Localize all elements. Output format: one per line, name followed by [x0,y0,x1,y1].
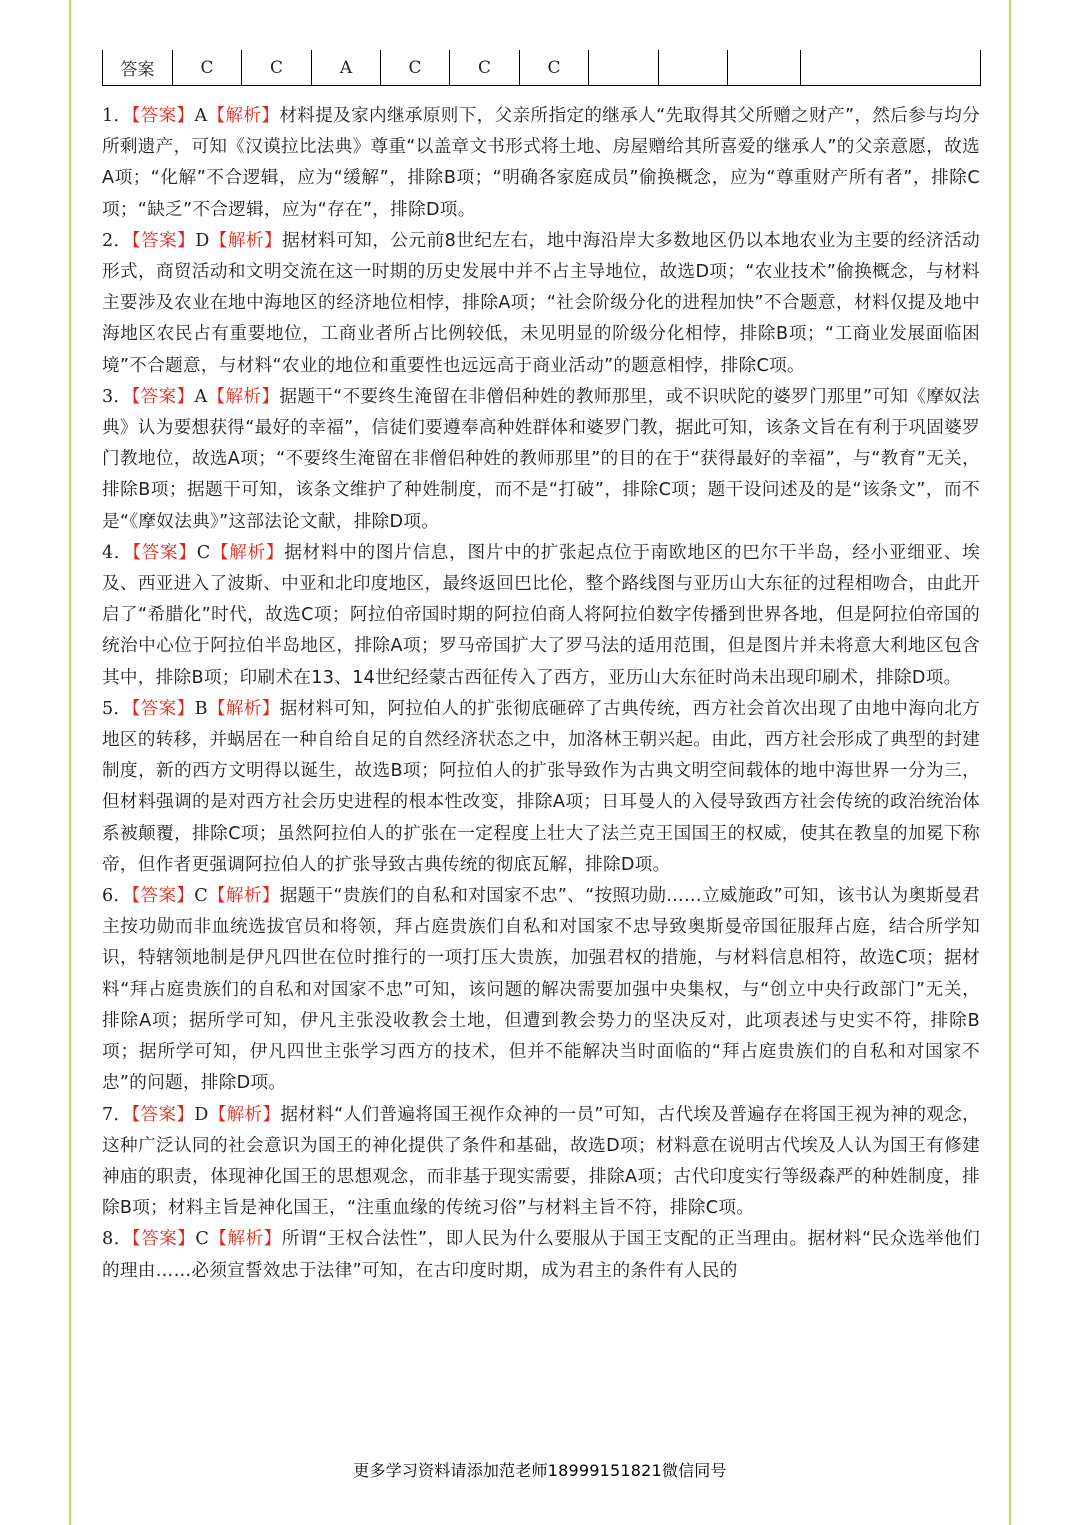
answer-letter: D [194,1104,209,1125]
answer-cell [801,50,981,86]
analysis-tag: 【解析】 [208,1104,281,1125]
footer-note: 更多学习资料请添加范老师18999151821微信同号 [353,1461,727,1480]
question-number: 2． [102,230,132,251]
explanation-paragraph [102,382,980,538]
analysis-text: 所谓“王权合法性”，即人民为什么要服从于国王支配的正当理由。据材料“民众选举他们的理由……必须宣誓效忠于法律”可知，在古印度时期，成为君主的条件有人民的 [102,1229,980,1281]
analysis-tag: 【解析】 [207,106,280,126]
question-number: 4． [102,542,133,563]
answer-row [103,50,981,86]
answer-tag: 【答案】 [131,886,195,907]
right-margin-rule [1009,0,1011,1525]
answer-letter: A [194,106,208,126]
explanation-paragraph [102,101,980,226]
explanation-paragraph [102,881,980,1099]
answer-letter: C [194,886,209,907]
analysis-text: 材料提及家内继承原则下，父亲所指定的继承人“先取得其父所赠之财产”，然后参与均分所剩遗产，可知《汉谟拉比法典》尊重“以盖章文书形式将土地、房屋赠给其所喜爱的继承人”的父亲意愿，故选A项；“化解”不合逻辑，应为“缓解”，排除B项；“明确各家庭成员”偷换概念，应为“尊重财产所有者”，排除C项；“缺乏”不合逻辑，应为“存在”，排除D项。 [102,106,981,220]
answer-cell [589,50,659,86]
answer-cell: A [312,50,381,86]
question-number: 3． [102,386,132,407]
analysis-text: 据材料可知，公元前8世纪左右，地中海沿岸大多数地区仍以本地农业为主要的经济活动形式，商贸活动和文明交流在这一时期的历史发展中并不占主导地位，故选D项；“农业技术”偷换概念，与材料主要涉及农业在地中海地区的经济地位相悖，排除A项；“社会阶级分化的进程加快”不合题意，材料仅提及地中海地区农民占有重要地位，工商业者所占比例较低，未见明显的阶级分化相悖，排除B项；“工商业发展面临困境”不合题意，与材料“农业的地位和重要性也远远高于商业活动”的题意相悖，排除C项。 [102,230,981,376]
answer-tag: 【答案】 [131,386,195,407]
analysis-text: 据题干“不要终生淹留在非僧侣种姓的教师那里，或不识吠陀的婆罗门那里”可知《摩奴法典》认为要想获得“最好的幸福”，信徒们要遵奉高种姓群体和婆罗门教，据此可知，该条文旨在有利于巩固婆罗门教地位，故选A项；“不要终生淹留在非僧侣种姓的教师那里”的目的在于“获得最好的幸福”，与“教育”无关，排除B项；据题干可知，该条文维护了种姓制度，而不是“打破”，排除C项；题干设问述及的是“该条文”，而不是“《摩奴法典》”这部法论文献，排除D项。 [102,386,981,532]
analysis-text: 据材料“人们普遍将国王视作众神的一员”可知，古代埃及普遍存在将国王视为神的观念，这种广泛认同的社会意识为国王的神化提供了条件和基础，故选D项；材料意在说明古代埃及人认为国王有修建神庙的职责，体现神化国王的思想观念，而非基于现实需要，排除A项；古代印度实行等级森严的种姓制度，排除B项；材料主旨是神化国王，“注重血缘的传统习俗”与材料主旨不符，排除C项。 [102,1104,981,1219]
question-number: 6． [102,886,132,907]
question-number: 8． [102,1229,132,1250]
left-margin-rule [69,0,71,1525]
answer-cell: C [242,50,312,86]
answer-cell: C [450,50,520,86]
explanation-paragraph [102,538,980,694]
answer-table [102,50,981,86]
answer-cell [659,50,728,86]
answer-letter: D [195,230,210,251]
explanations [102,101,980,1287]
answer-header-cell: 答案 [103,50,173,86]
question-number: 5． [102,698,132,719]
explanation-paragraph [102,1100,980,1225]
answer-letter: C [196,542,211,563]
answer-cell [728,50,801,86]
answer-tag: 【答案】 [131,1104,195,1125]
analysis-tag: 【解析】 [208,886,280,907]
answer-cell: C [520,50,589,86]
question-number: 7． [102,1104,132,1125]
answer-tag: 【答案】 [132,542,197,563]
explanation-paragraph [102,226,980,382]
analysis-text: 据题干“贵族们的自私和对国家不忠”、“按照功勋……立威施政”可知，该书认为奥斯曼君主按功勋而非血统选拔官员和将领，拜占庭贵族们自私和对国家不忠导致奥斯曼帝国征服拜占庭，结合所学知识，特辖领地制是伊凡四世在位时推行的一项打压大贵族，加强君权的措施，与材料信息相符，故选C项；据材料“拜占庭贵族们的自私和对国家不忠”可知，该问题的解决需要加强中央集权，与“创立中央行政部门”无关，排除A项；据所学可知，伊凡主张没收教会土地，但遭到教会势力的坚决反对，此项表述与史实不符，排除B项；据所学可知，伊凡四世主张学习西方的技术，但并不能解决当时面临的“拜占庭贵族们的自私和对国家不忠”的问题，排除D项。 [102,886,981,1094]
explanation-paragraph [102,1224,980,1286]
answer-cell: C [173,50,242,86]
analysis-text: 据材料可知，阿拉伯人的扩张彻底砸碎了古典传统，西方社会首次出现了由地中海向北方地区的转移，并蜗居在一种自给自足的自然经济状态之中，加洛林王朝兴起。由此，西方社会形成了典型的封建制度，新的西方文明得以诞生，故选B项；阿拉伯人的扩张导致作为古典文明空间载体的地中海世界一分为三，但材料强调的是对西方社会历史进程的根本性改变，排除A项；日耳曼人的入侵导致西方社会传统的政治统治体系被颠覆，排除C项；虽然阿拉伯人的扩张在一定程度上壮大了法兰克王国国王的权威，使其在教皇的加冕下称帝，但作者更强调阿拉伯人的扩张导致古典传统的彻底瓦解，排除D项。 [102,698,981,875]
answer-letter: C [195,1229,210,1250]
analysis-tag: 【解析】 [207,698,280,719]
analysis-tag: 【解析】 [210,542,285,563]
question-number: 1． [102,106,132,126]
explanation-paragraph [102,694,980,881]
analysis-tag: 【解析】 [207,386,280,407]
analysis-tag: 【解析】 [209,1229,282,1250]
analysis-tag: 【解析】 [209,230,283,251]
answer-tag: 【答案】 [131,1229,196,1250]
answer-letter: B [194,698,208,719]
answer-letter: A [194,386,208,407]
answer-tag: 【答案】 [131,230,196,251]
answer-cell: C [381,50,450,86]
answer-tag: 【答案】 [131,698,195,719]
answer-tag: 【答案】 [131,106,195,126]
analysis-text: 据材料中的图片信息，图片中的扩张起点位于南欧地区的巴尔干半岛，经小亚细亚、埃及、西亚进入了波斯、中亚和北印度地区，最终返回巴比伦，整个路线图与亚历山大东征的过程相吻合，由此开启了“希腊化”时代，故选C项；阿拉伯帝国时期的阿拉伯商人将阿拉伯数字传播到世界各地，但是阿拉伯帝国的统治中心位于阿拉伯半岛地区，排除A项；罗马帝国扩大了罗马法的适用范围，但是图片并未将意大利地区包含其中，排除B项；印刷术在13、14世纪经蒙古西征传入了西方，亚历山大东征时尚未出现印刷术，排除D项。 [102,542,981,688]
